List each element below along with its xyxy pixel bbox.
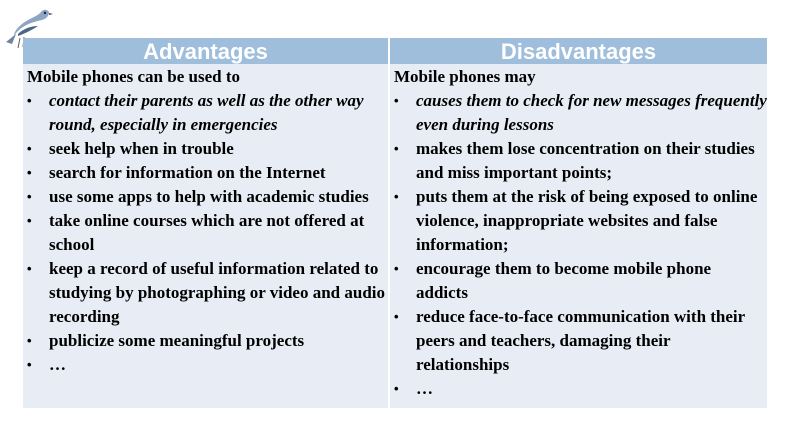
advantages-item-text: contact their parents as well as the other way round, especially in emergencies: [49, 91, 364, 134]
disadvantages-item: [394, 377, 767, 401]
advantages-intro: Mobile phones can be used to: [27, 67, 240, 86]
disadvantages-item-text: makes them lose concentration on their studies and miss important points;: [416, 139, 755, 182]
disadvantages-item: [394, 89, 767, 137]
advantages-item-text: take online courses which are not offered at school: [49, 211, 365, 254]
disadvantages-item: [394, 257, 767, 305]
bullet-icon: •: [27, 141, 32, 156]
disadvantages-header: Disadvantages: [390, 38, 767, 64]
bullet-icon: •: [394, 381, 399, 396]
advantages-item-text: use some apps to help with academic studies: [49, 187, 369, 206]
bullet-icon: •: [27, 261, 32, 276]
disadvantages-cell: [390, 64, 767, 408]
advantages-list: [27, 89, 388, 377]
bullet-icon: •: [394, 309, 399, 324]
advantages-item-text: publicize some meaningful projects: [49, 331, 305, 350]
bullet-icon: •: [394, 189, 399, 204]
bullet-icon: •: [394, 93, 399, 108]
bullet-icon: •: [27, 165, 32, 180]
disadvantages-item: [394, 137, 767, 185]
comparison-table: [23, 38, 767, 408]
bullet-icon: •: [27, 189, 32, 204]
advantages-item: [27, 161, 388, 185]
bullet-icon: •: [27, 213, 32, 228]
advantages-item: [27, 329, 388, 353]
disadvantages-intro: Mobile phones may: [394, 67, 536, 86]
advantages-item: [27, 353, 388, 377]
bullet-icon: •: [27, 357, 32, 372]
disadvantages-item: [394, 305, 767, 377]
advantages-header: Advantages: [23, 38, 390, 64]
advantages-item: [27, 137, 388, 161]
bullet-icon: •: [27, 333, 32, 348]
bullet-icon: •: [394, 141, 399, 156]
advantages-item-text: search for information on the Internet: [49, 163, 326, 182]
bullet-icon: •: [394, 261, 399, 276]
advantages-item-text: seek help when in trouble: [49, 139, 234, 158]
advantages-item-text: keep a record of useful information related to studying by photographing or video and audio recording: [49, 259, 386, 326]
disadvantages-item-text: encourage them to become mobile phone addicts: [416, 259, 712, 302]
advantages-item-text: …: [49, 355, 66, 374]
disadvantages-item-text: …: [416, 379, 433, 398]
disadvantages-list: [394, 89, 767, 401]
advantages-cell: [23, 64, 390, 408]
advantages-item: [27, 89, 388, 137]
advantages-item: [27, 185, 388, 209]
disadvantages-item-text: puts them at the risk of being exposed to online violence, inappropriate websites and false information;: [416, 187, 758, 254]
bullet-icon: •: [27, 93, 32, 108]
disadvantages-item-text: causes them to check for new messages frequently even during lessons: [416, 91, 767, 134]
disadvantages-item: [394, 185, 767, 257]
disadvantages-item-text: reduce face-to-face communication with their peers and teachers, damaging their relationships: [416, 307, 745, 374]
advantages-item: [27, 209, 388, 257]
advantages-item: [27, 257, 388, 329]
